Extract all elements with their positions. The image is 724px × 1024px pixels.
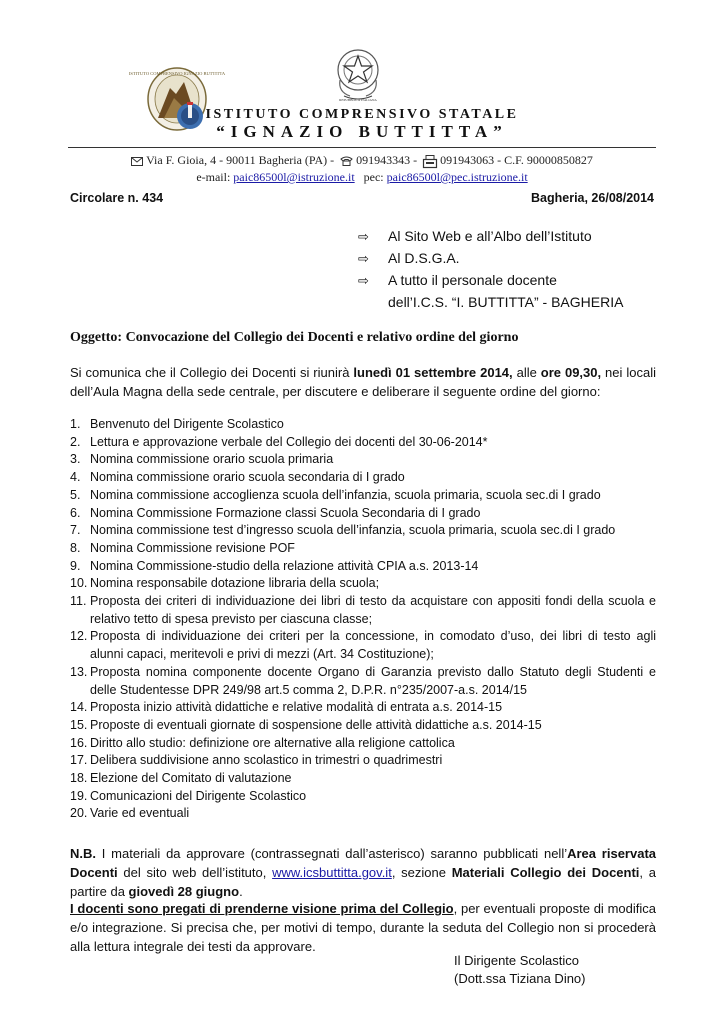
institute-name: ISTITUTO COMPRENSIVO STATALE [205,107,519,122]
agenda-item [70,487,656,505]
meeting-date: lunedì 01 settembre 2014, [353,365,513,380]
place-date: Bagheria, 26/08/2014 [531,191,654,205]
agenda-item [70,505,656,523]
institute-subtitle: “IGNAZIO BUTTITTA” [216,122,508,141]
agenda-item [70,540,656,558]
recipient-text: Al D.S.G.A. [388,250,460,266]
arrow-right-icon: ⇨ [358,251,369,266]
envelope-icon [131,157,143,166]
agenda-item-text: Nomina Commissione Formazione classi Scuola Secondaria di I grado [90,505,481,520]
emblem-text: REPUBBLICA ITALIANA [339,98,377,102]
agenda-item-text: Nomina commissione accoglienza scuola dell’infanzia, scuola primaria, scuola sec.di I grado [90,487,601,502]
recipient-item [358,294,623,310]
phone-text: 091943343 - [356,153,418,167]
warning-emphasis: I docenti sono pregati di prenderne visione prima del Collegio [70,901,454,916]
agenda-item [70,522,656,540]
agenda-item [70,628,656,663]
agenda-item-number: 4. [70,470,81,485]
pec-label: pec: [363,170,384,184]
recipient-item [358,228,592,245]
circular-number: Circolare n. 434 [70,191,164,205]
contact-line [0,170,724,185]
agenda-item [70,575,656,593]
agenda-item-text: Elezione del Comitato di valutazione [90,771,292,786]
agenda-item [70,434,656,452]
agenda-item-text: Delibera suddivisione anno scolastico in trimestri o quadrimestri [90,753,443,768]
agenda-item-text: Diritto allo studio: definizione ore alternative alla religione cattolica [90,735,455,750]
fax-text: 091943063 - C.F. 90000850827 [440,153,593,167]
agenda-item-number: 12. [70,629,88,644]
agenda-item-text: Benvenuto del Dirigente Scolastico [90,417,284,431]
subject-line: Oggetto: Convocazione del Collegio dei Docenti e relativo ordine del giorno [70,330,519,345]
italian-emblem-icon [334,44,382,104]
email-link[interactable]: paic86500l@istruzione.it [233,170,355,184]
fax-icon [423,155,437,168]
pec-link[interactable]: paic86500l@pec.istruzione.it [386,170,528,184]
recipient-text: A tutto il personale docente [388,272,557,288]
agenda-item-number: 18. [70,771,88,786]
meeting-time: ore 09,30, [540,365,602,380]
agenda-item-number: 11. [70,594,87,609]
header-divider [68,147,656,148]
agenda-item [70,788,656,806]
agenda-item [70,805,656,823]
agenda-item-text: Proposta nomina componente docente Organo di Garanzia previsto dallo Statuto degli Studenti e delle Studentesse DPR 249/98 art.5 comma 2, D.P.R. n°235/2007-a.s. 2014/15 [90,664,656,697]
agenda-item-text: Varie ed eventuali [90,806,190,821]
agenda-item-number: 20. [70,806,88,821]
recipient-text: dell’I.C.S. “I. BUTTITTA” - BAGHERIA [388,294,624,310]
intro-paragraph: Si comunica che il Collegio dei Docenti si riunirà lunedì 01 settembre 2014, alle ore 09,30, nei locali dell’Aula Magna della sede centrale, per discutere e deliberare il seguente ordine del giorno: [70,365,656,399]
website-link[interactable]: www.icsbuttitta.gov.it [272,865,392,880]
agenda-item-text: Nomina Commissione revisione POF [90,540,295,555]
arrow-right-icon: ⇨ [358,273,369,288]
agenda-item-number: 13. [70,664,88,679]
agenda-item-number: 16. [70,735,88,750]
agenda-item-text: Comunicazioni del Dirigente Scolastico [90,788,307,803]
agenda-list [70,416,656,823]
agenda-item [70,469,656,487]
nb-label: N.B. [70,846,96,861]
warning-paragraph: I docenti sono pregati di prenderne visione prima del Collegio, per eventuali proposte di modifica e/o integrazione. Si precisa che, per motivi di tempo, durante la seduta del Collegio non si procederà alla lettura integrale dei testi da approvare. [70,901,656,954]
agenda-item-number: 2. [70,434,81,449]
recipient-item [358,250,460,267]
agenda-item-number: 7. [70,523,81,538]
signature-role: Il Dirigente Scolastico [454,953,579,968]
agenda-item-text: Nomina Commissione-studio della relazione attività CPIA a.s. 2013-14 [90,558,479,573]
agenda-item-number: 15. [70,717,88,732]
phone-icon [340,156,353,166]
agenda-item-text: Nomina responsabile dotazione libraria della scuola; [90,576,380,591]
agenda-item-number: 19. [70,788,88,803]
note-paragraph: N.B. I materiali da approvare (contrassegnati dall’asterisco) saranno pubblicati nell’Area riservata Docenti del sito web dell’istituto, www.icsbuttitta.gov.it, sezione Materiali Collegio dei Docenti, a partire da giovedì 28 giugno. [70,846,657,899]
recipient-text: Al Sito Web e all’Albo dell’Istituto [388,228,592,244]
agenda-item-number: 6. [70,505,81,520]
agenda-item-text: Nomina commissione orario scuola primaria [90,452,334,467]
signature-name: (Dott.ssa Tiziana Dino) [454,971,586,986]
address-text: Via F. Gioia, 4 - 90011 Bagheria (PA) - [146,153,335,167]
agenda-item [70,752,656,770]
agenda-item [70,416,656,434]
agenda-item-number: 17. [70,753,88,768]
agenda-item [70,770,656,788]
agenda-item-text: Lettura e approvazione verbale del Collegio dei docenti del 30-06-2014* [90,434,488,449]
agenda-item-text: Proposte di eventuali giornate di sospensione delle attività didattiche a.s. 2014-15 [90,717,542,732]
email-label: e-mail: [196,170,231,184]
agenda-item-number: 5. [70,487,81,502]
agenda-item [70,717,656,735]
agenda-item-text: Proposta di individuazione dei criteri per la concessione, in comodato d’uso, dei libri di testo agli alunni capaci, meritevoli e privi di mezzi (Art. 34 Costituzione); [90,629,656,662]
agenda-item-text: Proposta inizio attività didattiche e relative modalità di entrata a.s. 2014-15 [90,700,503,715]
recipient-item [358,272,557,289]
arrow-right-icon: ⇨ [358,229,369,244]
agenda-item-text: Proposta dei criteri di individuazione dei libri di testo da acquistare con appositi fondi della scuola e relativo tetto di spesa previsto per ciascuna classe; [90,594,656,626]
agenda-item-number: 14. [70,700,88,715]
agenda-item-number: 9. [70,558,81,573]
agenda-item-text: Nomina commissione test d’ingresso scuola dell’infanzia, scuola primaria, scuola sec.di I grado [90,523,616,538]
agenda-item-number: 8. [70,540,81,555]
agenda-item [70,735,656,753]
logo-ring-text: ISTITUTO COMPRENSIVO IGNAZIO BUTTITTA [128,71,226,76]
agenda-item-text: Nomina commissione orario scuola secondaria di I grado [90,470,405,485]
agenda-item-number: 3. [70,452,81,467]
agenda-item [70,664,656,699]
agenda-item-number: 1. [70,417,81,431]
address-line [0,153,724,168]
agenda-item [70,699,656,717]
agenda-item [70,451,656,469]
agenda-item-number: 10. [70,576,88,591]
agenda-item [70,558,656,576]
agenda-item [70,593,656,628]
